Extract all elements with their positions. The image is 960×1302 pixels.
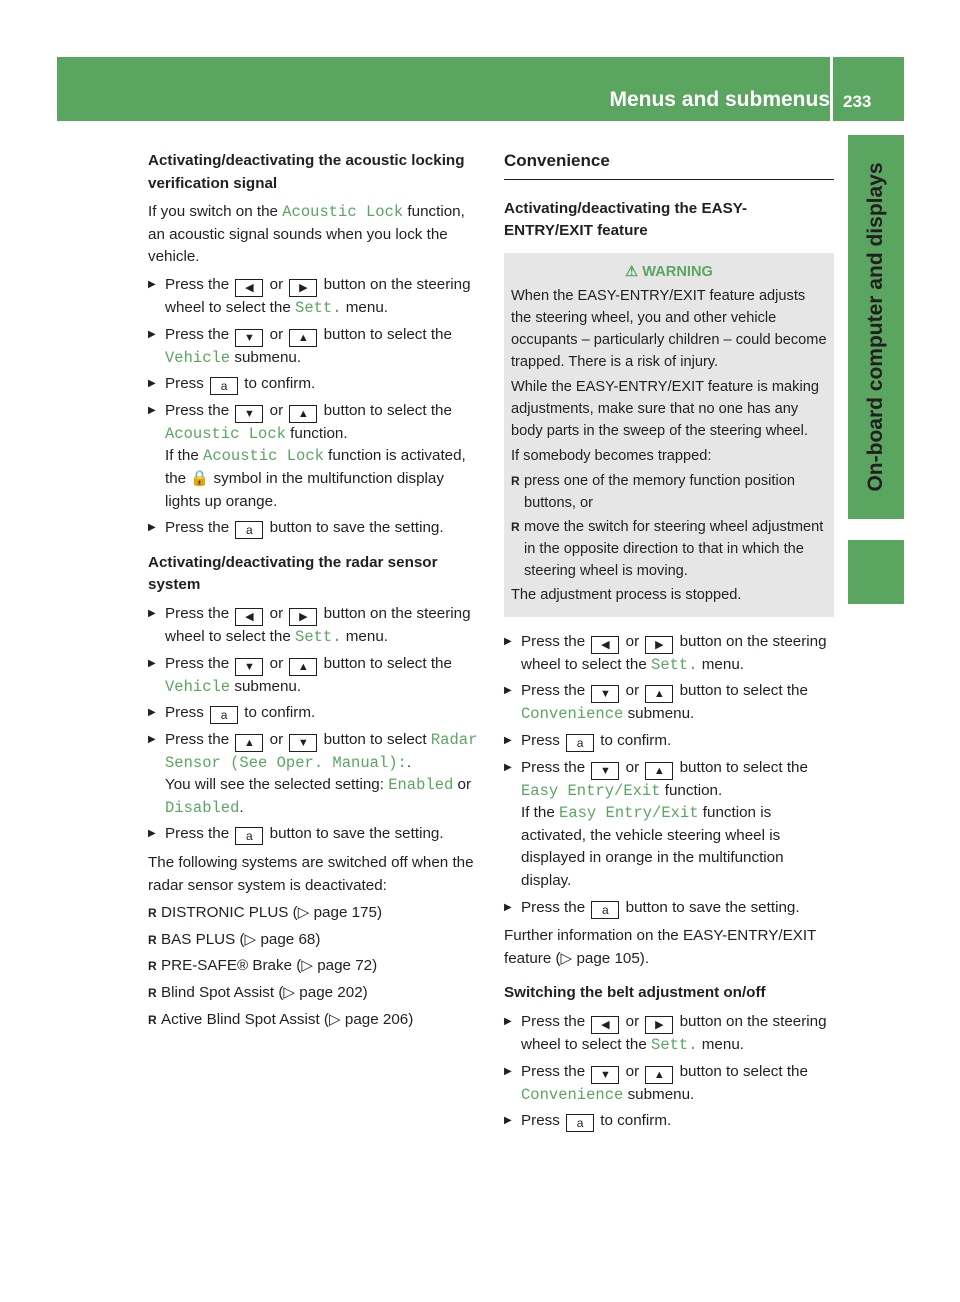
page-number: 233	[843, 92, 872, 111]
easy-step-1: ▶ Press the ◀ or ▶ button on the steering wheel to select the Sett. menu.	[504, 631, 834, 677]
right-arrow-key-icon: ▶	[289, 608, 317, 626]
warning-text: If somebody becomes trapped:	[511, 447, 712, 464]
ok-key-icon: a	[235, 827, 263, 845]
up-arrow-key-icon: ▲	[645, 762, 673, 780]
convenience-submenu-term: Convenience	[521, 705, 624, 724]
acoustic-lock-term: Acoustic Lock	[203, 447, 324, 466]
page-title: Menus and submenus	[609, 88, 830, 111]
vehicle-submenu-term: Vehicle	[165, 348, 231, 367]
left-arrow-key-icon: ◀	[235, 608, 263, 626]
up-arrow-key-icon: ▲	[235, 734, 263, 752]
acoustic-step-3: ▶ Press a to confirm.	[148, 373, 481, 396]
right-arrow-key-icon: ▶	[289, 279, 317, 297]
enabled-term: Enabled	[388, 776, 454, 795]
up-arrow-key-icon: ▲	[289, 405, 317, 423]
down-arrow-key-icon: ▼	[289, 734, 317, 752]
right-arrow-key-icon: ▶	[645, 1016, 673, 1034]
warning-text: While the EASY-ENTRY/EXIT feature is making adjustments, make sure that no one has any body parts in the sweep of the steering wheel.	[511, 378, 819, 439]
ok-key-icon: a	[591, 901, 619, 919]
radar-step-2: ▶ Press the ▼ or ▲ button to select the Vehicle submenu.	[148, 653, 481, 699]
radar-step-3: ▶ Press a to confirm.	[148, 702, 481, 725]
list-item: R DISTRONIC PLUS (▷ page 175)	[148, 902, 481, 925]
acoustic-step-5: ▶ Press the a button to save the setting.	[148, 517, 481, 540]
sett-menu-term: Sett.	[295, 298, 342, 317]
right-arrow-key-icon: ▶	[645, 636, 673, 654]
left-arrow-key-icon: ◀	[235, 279, 263, 297]
left-column	[148, 150, 481, 1035]
up-arrow-key-icon: ▲	[645, 1066, 673, 1084]
radar-following-text: The following systems are switched off when the radar sensor system is deactivated:	[148, 854, 474, 894]
easy-entry-exit-term: Easy Entry/Exit	[559, 804, 699, 823]
acoustic-lock-term: Acoustic Lock	[282, 203, 404, 222]
acoustic-heading: Activating/deactivating the acoustic locking verification signal	[148, 152, 465, 192]
section-title: Convenience	[504, 150, 834, 180]
convenience-submenu-term: Convenience	[521, 1085, 624, 1104]
ok-key-icon: a	[210, 377, 238, 395]
header-divider	[830, 57, 833, 121]
easy-entry-exit-term: Easy Entry/Exit	[521, 781, 661, 800]
sett-menu-term: Sett.	[651, 1035, 698, 1054]
down-arrow-key-icon: ▼	[591, 1066, 619, 1084]
easy-step-2: ▶ Press the ▼ or ▲ button to select the Convenience submenu.	[504, 680, 834, 726]
down-arrow-key-icon: ▼	[235, 329, 263, 347]
left-arrow-key-icon: ◀	[591, 636, 619, 654]
warning-text: When the EASY-ENTRY/EXIT feature adjusts the steering wheel, you and other vehicle occupants – particularly children – could become trapped. There is a risk of injury.	[511, 287, 827, 370]
acoustic-lock-term: Acoustic Lock	[165, 424, 286, 443]
disabled-term: Disabled	[165, 798, 240, 817]
up-arrow-key-icon: ▲	[289, 329, 317, 347]
up-arrow-key-icon: ▲	[289, 658, 317, 676]
warning-text: The adjustment process is stopped.	[511, 586, 742, 603]
warning-title: ⚠ WARNING	[625, 263, 713, 280]
acoustic-intro: If you switch on the Acoustic Lock function, an acoustic signal sounds when you lock the vehicle.	[148, 203, 465, 266]
acoustic-step-1: ▶ Press the ◀ or ▶ button on the steering wheel to select the Sett. menu.	[148, 274, 481, 320]
radar-step-4: ▶ Press the ▲ or ▼ button to select Radar Sensor (See Oper. Manual):. You will see the selected setting: Enabled or Disabled.	[148, 729, 481, 820]
easy-step-5: ▶ Press the a button to save the setting.	[504, 897, 834, 920]
chapter-tab-label: On-board computer and displays	[864, 162, 887, 492]
ok-key-icon: a	[566, 1114, 594, 1132]
radar-step-5: ▶ Press the a button to save the setting.	[148, 823, 481, 846]
belt-step-2: ▶ Press the ▼ or ▲ button to select the Convenience submenu.	[504, 1061, 834, 1107]
right-column	[504, 150, 834, 1137]
radar-sensor-term: Radar Sensor (See Oper. Manual):	[165, 730, 478, 772]
radar-step-1: ▶ Press the ◀ or ▶ button on the steering wheel to select the Sett. menu.	[148, 603, 481, 649]
warning-box	[504, 253, 834, 617]
list-item: R Blind Spot Assist (▷ page 202)	[148, 982, 481, 1005]
ok-key-icon: a	[566, 734, 594, 752]
easy-step-4: ▶ Press the ▼ or ▲ button to select the Easy Entry/Exit function. If the Easy Entry/Exit function is activated, the vehicle steering wheel is displayed in orange in the multifunction display.	[504, 757, 834, 893]
ok-key-icon: a	[235, 521, 263, 539]
down-arrow-key-icon: ▼	[591, 685, 619, 703]
further-info-text: Further information on the EASY-ENTRY/EXIT feature (▷ page 105).	[504, 927, 817, 967]
ok-key-icon: a	[210, 706, 238, 724]
warning-triangle-icon: ⚠	[625, 263, 639, 280]
left-arrow-key-icon: ◀	[591, 1016, 619, 1034]
list-item: R press one of the memory function position buttons, or	[511, 470, 827, 514]
list-item: R BAS PLUS (▷ page 68)	[148, 929, 481, 952]
up-arrow-key-icon: ▲	[645, 685, 673, 703]
easy-entry-heading: Activating/deactivating the EASY-ENTRY/EXIT feature	[504, 199, 748, 240]
acoustic-step-2: ▶ Press the ▼ or ▲ button to select the Vehicle submenu.	[148, 324, 481, 370]
vehicle-submenu-term: Vehicle	[165, 677, 231, 696]
list-item: R Active Blind Spot Assist (▷ page 206)	[148, 1009, 481, 1032]
sett-menu-term: Sett.	[295, 627, 342, 646]
list-item: R move the switch for steering wheel adjustment in the opposite direction to that in which the steering wheel is moving.	[511, 516, 827, 582]
lock-symbol-icon: 🔒	[190, 469, 210, 487]
down-arrow-key-icon: ▼	[591, 762, 619, 780]
down-arrow-key-icon: ▼	[235, 658, 263, 676]
list-item: R PRE-SAFE® Brake (▷ page 72)	[148, 955, 481, 978]
belt-heading: Switching the belt adjustment on/off	[504, 984, 766, 1002]
easy-step-3: ▶ Press a to confirm.	[504, 730, 834, 753]
radar-heading: Activating/deactivating the radar sensor system	[148, 553, 438, 594]
acoustic-step-4: ▶ Press the ▼ or ▲ button to select the Acoustic Lock function. If the Acoustic Lock function is activated, the 🔒 symbol in the multifunction display lights up orange.	[148, 400, 481, 513]
belt-step-3: ▶ Press a to confirm.	[504, 1110, 834, 1133]
sett-menu-term: Sett.	[651, 655, 698, 674]
chapter-tab-marker	[848, 540, 904, 604]
down-arrow-key-icon: ▼	[235, 405, 263, 423]
belt-step-1: ▶ Press the ◀ or ▶ button on the steering wheel to select the Sett. menu.	[504, 1011, 834, 1057]
